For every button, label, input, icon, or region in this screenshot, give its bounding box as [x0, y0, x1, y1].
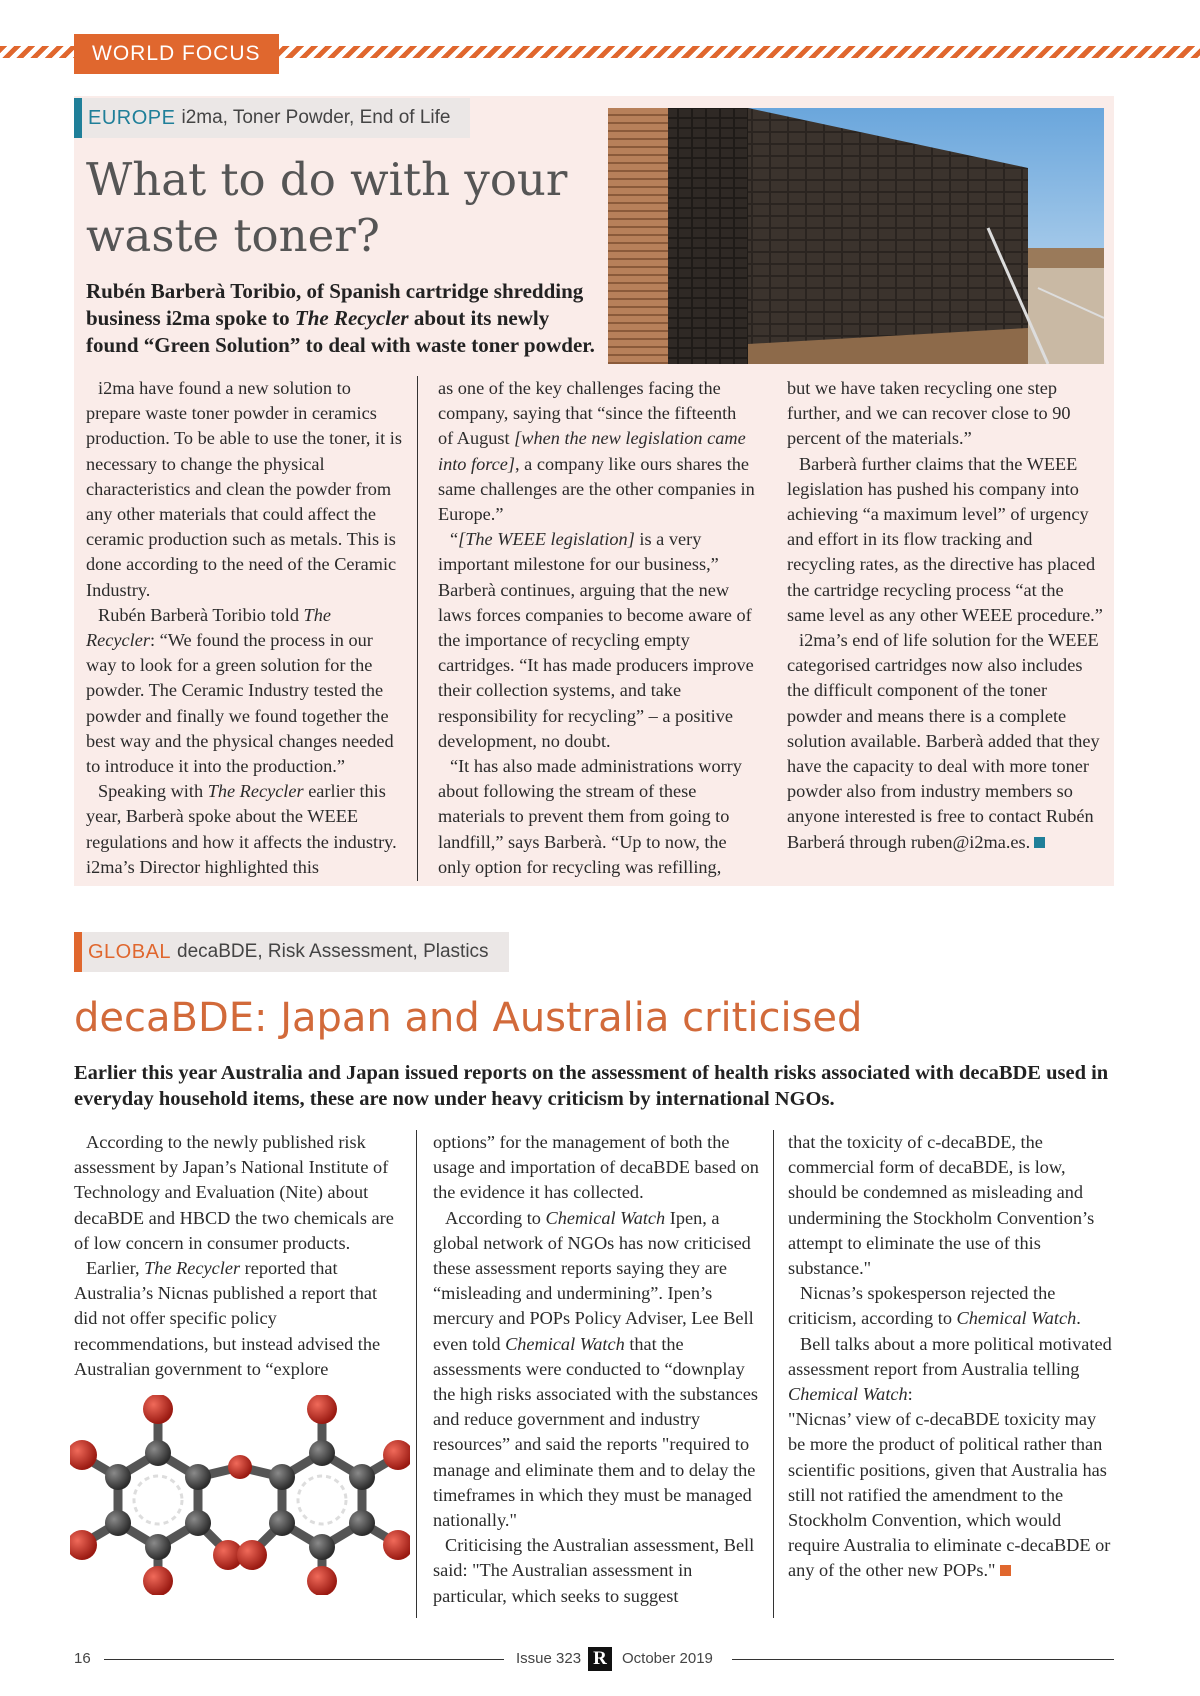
body-column: i2ma have found a new solution to prepare waste toner powder in ceramics production. To be able to use the toner, it is necessary to change the physical characteristics and clean the powder from any other materials that could affect the ceramic production such as metals. This is done according to the need of the Ceramic Industry. Rubén Barberà Toribio told The Recycler: “We found the process in our way to look for a green solution for the powder. The Ceramic Industry tested the powder and finally we found together the best way and the physical changes needed to introduce it into the production.” Speaking with The Recycler earlier this year, Barberà spoke about the WEEE regulations and how it affects the industry. i2ma’s Director highlighted this: [86, 378, 402, 877]
tag-region: GLOBAL: [88, 940, 172, 963]
issue-date: October 2019: [622, 1650, 713, 1667]
recycler-logo: R: [588, 1647, 612, 1671]
article-tag: [74, 98, 470, 138]
body-column: options” for the management of both the usage and importation of decaBDE based on the evidence it has collected. According to Chemical Watch Ipen, a global network of NGOs has now criticised these assessment reports saying they are “misleading and undermining”. Ipen’s mercury and POPs Policy Adviser, Lee Bell even told Chemical Watch that the assessments were conducted to “downplay the high risks associated with the substances and reduce government and industry resources” and said the reports "required to manage and eliminate them and to delay the timeframes in which they must be managed nationally." Criticising the Australian assessment, Bell said: "The Australian assessment in particular, which seeks to suggest: [433, 1132, 759, 1606]
footer-rule: [732, 1659, 1114, 1660]
issue-number: Issue 323: [516, 1650, 582, 1667]
body-column: that the toxicity of c-decaBDE, the commercial form of decaBDE, is low, should be condemned as misleading and undermining the Stockholm Convention’s attempt to eliminate the use of this substance." Nicnas’s spokesperson rejected the criticism, according to Chemical Watch. Bell talks about a more political motivated assessment report from Australia telling Chemical Watch: "Nicnas’ view of c-decaBDE toxicity may be more the product of political rather than scientific positions, given that Australia has still not ratified the amendment to the Stockholm Convention, which would require Australia to eliminate c-decaBDE or any of the other new POPs.": [788, 1132, 1112, 1581]
end-mark: [1034, 837, 1045, 848]
article-tag: [74, 932, 509, 972]
page-footer: [74, 1646, 1114, 1672]
body-column: as one of the key challenges facing the company, saying that “since the fifteenth of August [when the new legislation came into force], a company like ours shares the same challenges are the other companies in Europe.” “[The WEEE legislation] is a very important milestone for our business,” Barberà continues, arguing that the new laws forces companies to become aware of the importance of recycling empty cartridges. “It has made producers improve their collection systems, and take responsibility for recycling” – a positive development, no doubt. “It has also made administrations worry about following the stream of these materials to prevent them from going to landfill,” says Barberà. “Up to now, the only option for recycling was refilling,: [437, 378, 755, 877]
tag-bar: [74, 932, 82, 972]
article-body: [86, 376, 1104, 881]
article-title: decaBDE: Japan and Australia criticised: [74, 995, 863, 1041]
article-title: What to do with your waste toner?: [86, 153, 568, 262]
tag-bar: [74, 98, 82, 138]
body-column: According to the newly published risk assessment by Japan’s National Institute of Technology and Evaluation (Nite) about decaBDE and HBCD the two chemicals are of low concern in consumer products. Earlier, The Recycler reported that Australia’s Nicnas published a report that did not offer specific policy recommendations, but instead advised the Australian government to “explore: [74, 1132, 394, 1379]
tag-region: EUROPE: [88, 106, 176, 129]
column-divider: [417, 376, 418, 881]
molecule-illustration: [70, 1395, 410, 1595]
toner-photo: [608, 108, 1104, 364]
end-mark: [1000, 1565, 1011, 1576]
page-number: 16: [74, 1650, 91, 1667]
section-label: WORLD FOCUS: [74, 34, 279, 74]
article-lead: Earlier this year Australia and Japan issued reports on the assessment of health risks associated with decaBDE used in everyday household items, these are now under heavy criticism by international NGOs.: [74, 1062, 1109, 1110]
tag-topics: i2ma, Toner Powder, End of Life: [181, 107, 451, 128]
column-divider: [773, 1130, 774, 1618]
tag-topics: decaBDE, Risk Assessment, Plastics: [177, 941, 489, 962]
column-divider: [416, 1130, 417, 1618]
article-lead: Rubén Barberà Toribio, of Spanish cartridge shredding business i2ma spoke to The Recycler about its newly found “Green Solution” to deal with waste toner powder.: [86, 279, 595, 357]
body-column: but we have taken recycling one step further, and we can recover close to 90 percent of the materials.” Barberà further claims that the WEEE legislation has pushed his company into achieving “a maximum level” of urgency and effort in its flow tracking and recycling rates, as the directive has placed the cartridge recycling process “at the same level as any other WEEE procedure.” i2ma’s end of life solution for the WEEE categorised cartridges now also includes the difficult component of the toner powder and means there is a complete solution available. Barberà added that they have the capacity to deal with more toner powder also from industry members so anyone interested is free to contact Rubén Barberá through ruben@i2ma.es.: [786, 378, 1103, 852]
footer-rule: [104, 1659, 504, 1660]
